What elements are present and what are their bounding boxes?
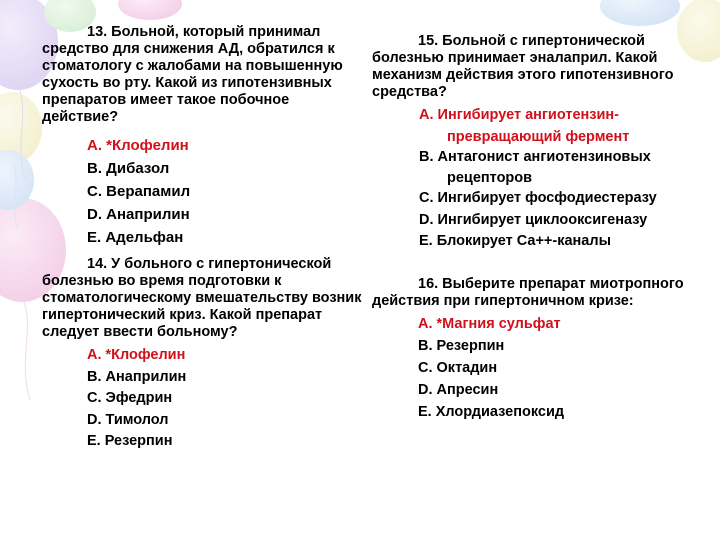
question-14-option-e: Е. Резерпин (87, 433, 173, 449)
question-13-option-a: А. *Клофелин (87, 137, 189, 154)
question-15-options (372, 105, 697, 253)
question-15-stem: 15. Больной с гипертонической болезнью принимает эналаприл. Какой механизм действия этого гипотензивного средства? (372, 33, 674, 100)
question-15-option-d: D. Ингибирует циклооксигеназу (419, 211, 648, 228)
question-14-option-c: С. Эфедрин (87, 390, 173, 406)
question-14-option-b: В. Анаприлин (87, 368, 187, 385)
question-16-option-e: Е. Хлордиазепоксид (418, 404, 565, 420)
question-13-stem: 13. Больной, который принимал средство для снижения АД, обратился к стоматологу с жалобами на повышенную сухость во рту. Какой из гипотензивных препаратов имеет такое побочное действие? (42, 24, 343, 125)
question-15 (372, 33, 697, 253)
question-15-option-b-line2: рецепторов (447, 170, 533, 186)
question-15-option-e: Е. Блокирует Са++-каналы (419, 233, 611, 249)
question-15-option-a-line2: превращающий фермент (447, 128, 630, 145)
question-14-options (42, 345, 362, 453)
question-13-option-d: D. Анаприлин (87, 206, 190, 223)
question-13 (42, 24, 362, 249)
question-16-options (372, 313, 702, 423)
question-15-option-a (372, 105, 697, 147)
question-16-option-b: В. Резерпин (418, 338, 505, 354)
question-16-stem: 16. Выберите препарат миотропного действия при гипертоничном кризе: (372, 276, 684, 309)
question-13-option-e: Е. Адельфан (87, 229, 184, 246)
question-16-option-d: D. Апресин (418, 382, 499, 398)
question-14 (42, 256, 362, 453)
question-15-option-a-line1: А. Ингибирует ангиотензин- (419, 107, 619, 123)
question-16 (372, 276, 702, 423)
question-15-option-b (372, 147, 697, 189)
question-13-option-c: С. Верапамил (87, 183, 191, 200)
question-14-stem: 14. У больного с гипертонической болезнью во время подготовки к стоматологическому вмешательству возник гипертонический криз. Какой препарат следует ввести больному? (42, 256, 362, 340)
question-16-option-c: С. Октадин (418, 360, 498, 376)
question-13-options (42, 134, 362, 249)
question-14-option-a: А. *Клофелин (87, 347, 186, 363)
question-14-option-d: D. Тимолол (87, 411, 169, 428)
question-15-option-c: С. Ингибирует фосфодиестеразу (419, 190, 657, 206)
question-13-option-b: В. Дибазол (87, 160, 170, 177)
question-16-option-a: А. *Магния сульфат (418, 316, 561, 332)
question-15-option-b-line1: В. Антагонист ангиотензиновых (419, 148, 651, 165)
